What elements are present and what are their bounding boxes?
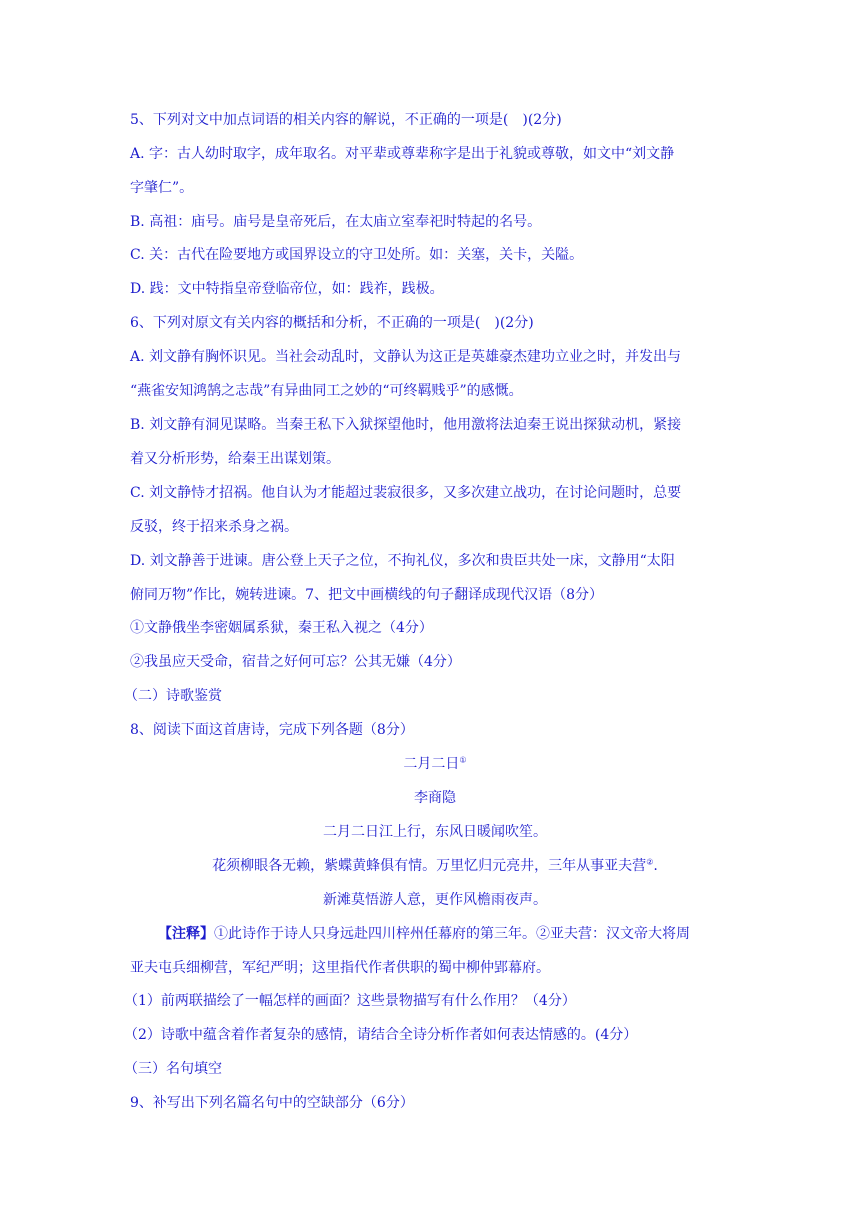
q6-option-b-line2: 着又分析形势，给秦王出谋划策。 (130, 451, 340, 467)
poem-line-2: 花须柳眼各无赖，紫蝶黄蜂俱有情。万里忆归元亮井，三年从事亚夫营②. (212, 857, 658, 874)
q6-option-c-line1: C. 刘文静恃才招祸。他自认为才能超过裴寂很多，又多次建立战功，在讨论问题时，总要 (130, 485, 682, 501)
poem-author: 李商隐 (414, 790, 456, 806)
poem-notes-line2: 亚夫屯兵细柳营，军纪严明；这里指代作者供职的蜀中柳仲郢幕府。 (130, 960, 550, 976)
q8-stem: 8、阅读下面这首唐诗，完成下列各题（8分） (130, 722, 414, 738)
q5-option-a-line1: A. 字：古人幼时取字，成年取名。对平辈或尊辈称字是出于礼貌或尊敬，如文中“刘文静 (130, 146, 675, 162)
poem-line-1: 二月二日江上行，东风日暖闻吹笙。 (323, 824, 547, 840)
section-quotes-heading: （三）名句填空 (124, 1061, 222, 1077)
q5-option-b: B. 高祖：庙号。庙号是皇帝死后，在太庙立室奉祀时特起的名号。 (130, 214, 542, 230)
q7-sentence-1: ①文静俄坐李密姻属系狱，秦王私入视之（4分） (130, 620, 433, 636)
q5-option-a-line2: 字肇仁”。 (130, 180, 194, 196)
notes-label: 【注释】 (158, 926, 214, 942)
q6-option-d-line1: D. 刘文静善于进谏。唐公登上天子之位，不拘礼仪，多次和贵臣共处一床，文静用“太阳 (130, 553, 675, 569)
q6-option-c-line2: 反驳，终于招来杀身之祸。 (130, 519, 298, 535)
q6-option-d-line2: 俯同万物”作比，婉转进谏。7、把文中画横线的句子翻译成现代汉语（8分） (130, 587, 603, 603)
q8-subquestion-1: （1）前两联描绘了一幅怎样的画面？这些景物描写有什么作用？（4分） (124, 993, 576, 1009)
q9-stem: 9、补写出下列名篇名句中的空缺部分（6分） (130, 1095, 414, 1111)
poem-title: 二月二日① (403, 755, 467, 772)
section-poetry-heading: （二）诗歌鉴赏 (124, 688, 222, 704)
q8-subquestion-2: （2）诗歌中蕴含着作者复杂的感情，请结合全诗分析作者如何表达情感的。(4分） (124, 1027, 638, 1043)
poem-line-2-note-mark: ② (646, 857, 654, 867)
q6-option-a-line2: “燕雀安知鸿鹄之志哉”有异曲同工之妙的“可终羁贱乎”的感慨。 (130, 383, 523, 399)
q6-option-b-line1: B. 刘文静有洞见谋略。当秦王私下入狱探望他时，他用激将法迫秦王说出探狱动机，紧接 (130, 417, 682, 433)
poem-line-3: 新滩莫悟游人意，更作风檐雨夜声。 (323, 892, 547, 908)
poem-title-note-mark: ① (459, 755, 467, 765)
q5-option-c: C. 关：古代在险要地方或国界设立的守卫处所。如：关塞，关卡，关隘。 (130, 247, 584, 263)
q5-option-d: D. 践：文中特指皇帝登临帝位，如：践祚，践极。 (130, 281, 444, 297)
q5-stem: 5、下列对文中加点词语的相关内容的解说，不正确的一项是( )(2分) (130, 112, 562, 128)
poem-notes-line1: 【注释】①此诗作于诗人只身远赴四川梓州任幕府的第三年。②亚夫营：汉文帝大将周 (158, 926, 690, 942)
q7-sentence-2: ②我虽应天受命，宿昔之好何可忘？公其无嫌（4分） (130, 654, 461, 670)
q6-option-a-line1: A. 刘文静有胸怀识见。当社会动乱时，文静认为这正是英雄豪杰建功立业之时，并发出与 (130, 349, 682, 365)
q6-stem: 6、下列对原文有关内容的概括和分析，不正确的一项是( )(2分) (130, 315, 534, 331)
